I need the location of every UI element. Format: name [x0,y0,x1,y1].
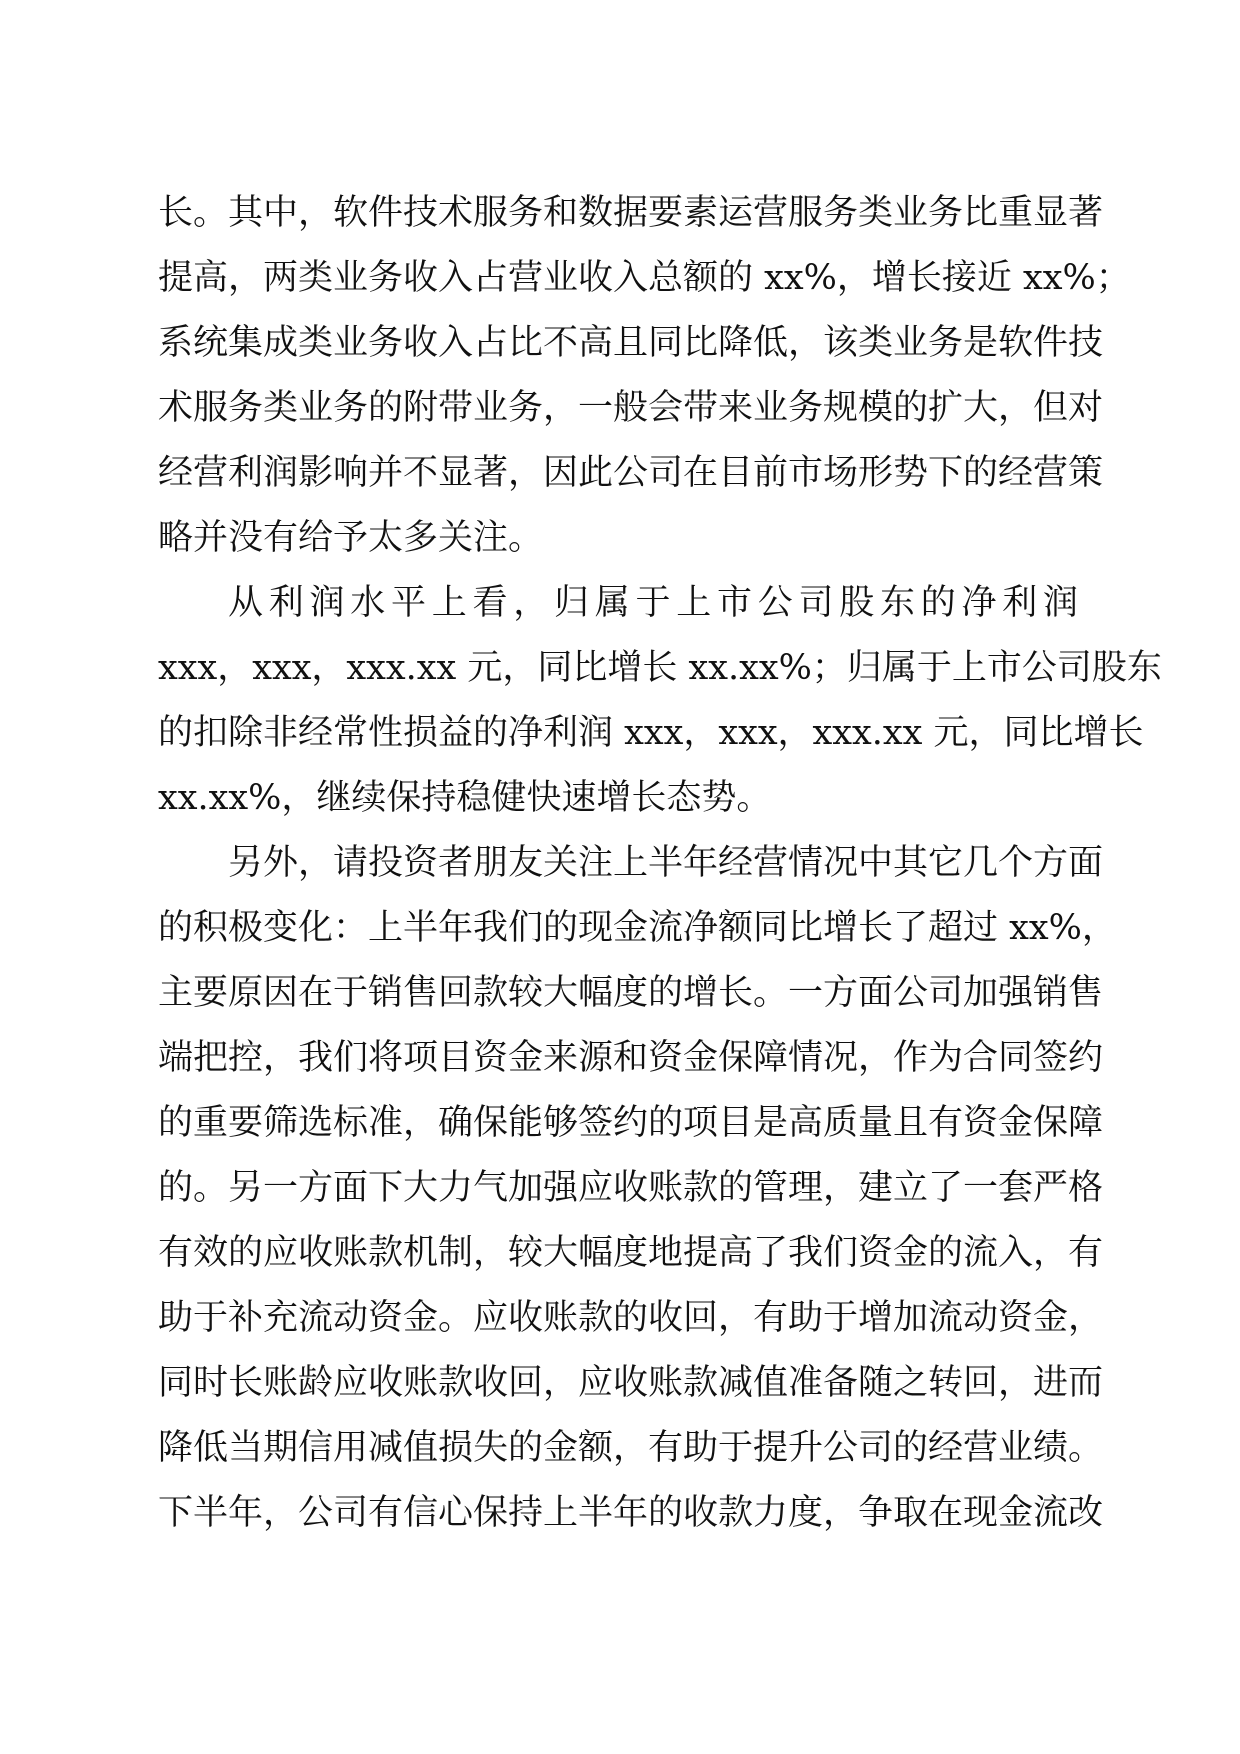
text-line: 另外，请投资者朋友关注上半年经营情况中其它几个方面 [228,843,1104,883]
text-line: 术服务类业务的附带业务，一般会带来业务规模的扩大，但对 [158,388,1104,428]
text-line: 有效的应收账款机制，较大幅度地提高了我们资金的流入，有 [158,1233,1104,1273]
paragraph-revenue-structure [158,181,1131,571]
text-line: 降低当期信用减值损失的金额，有助于提升公司的经营业绩。 [158,1428,1104,1468]
paragraph-cash-flow [158,831,1117,1546]
text-line: 经营利润影响并不显著，因此公司在目前市场形势下的经营策 [158,453,1104,493]
text-line: 略并没有给予太多关注。 [158,518,544,558]
text-line: xxx，xxx，xxx.xx 元，同比增长 xx.xx%；归属于上市公司股东 [158,648,1162,688]
text-line: 提高，两类业务收入占营业收入总额的 xx%，增长接近 xx%； [158,258,1131,298]
text-line: 长。其中，软件技术服务和数据要素运营服务类业务比重显著 [158,193,1104,233]
text-line: xx.xx%，继续保持稳健快速增长态势。 [158,778,772,818]
text-line: 助于补充流动资金。应收账款的收回，有助于增加流动资金， [158,1298,1104,1338]
paragraph-profit-level [158,571,1162,831]
text-line: 同时长账龄应收账款收回，应收账款减值准备随之转回，进而 [158,1363,1104,1403]
text-line: 的。另一方面下大力气加强应收账款的管理，建立了一套严格 [158,1168,1104,1208]
text-line: 的积极变化：上半年我们的现金流净额同比增长了超过 xx%， [158,908,1117,948]
text-line: 系统集成类业务收入占比不高且同比降低，该类业务是软件技 [158,323,1104,363]
text-line: 端把控，我们将项目资金来源和资金保障情况，作为合同签约 [158,1038,1104,1078]
text-line: 的扣除非经常性损益的净利润 xxx，xxx，xxx.xx 元，同比增长 [158,713,1144,753]
text-line: 下半年，公司有信心保持上半年的收款力度，争取在现金流改 [158,1493,1104,1533]
text-line: 的重要筛选标准，确保能够签约的项目是高质量且有资金保障 [158,1103,1104,1143]
text-line: 主要原因在于销售回款较大幅度的增长。一方面公司加强销售 [158,973,1104,1013]
text-line: 从利润水平上看，归属于上市公司股东的净利润 [228,583,1078,623]
